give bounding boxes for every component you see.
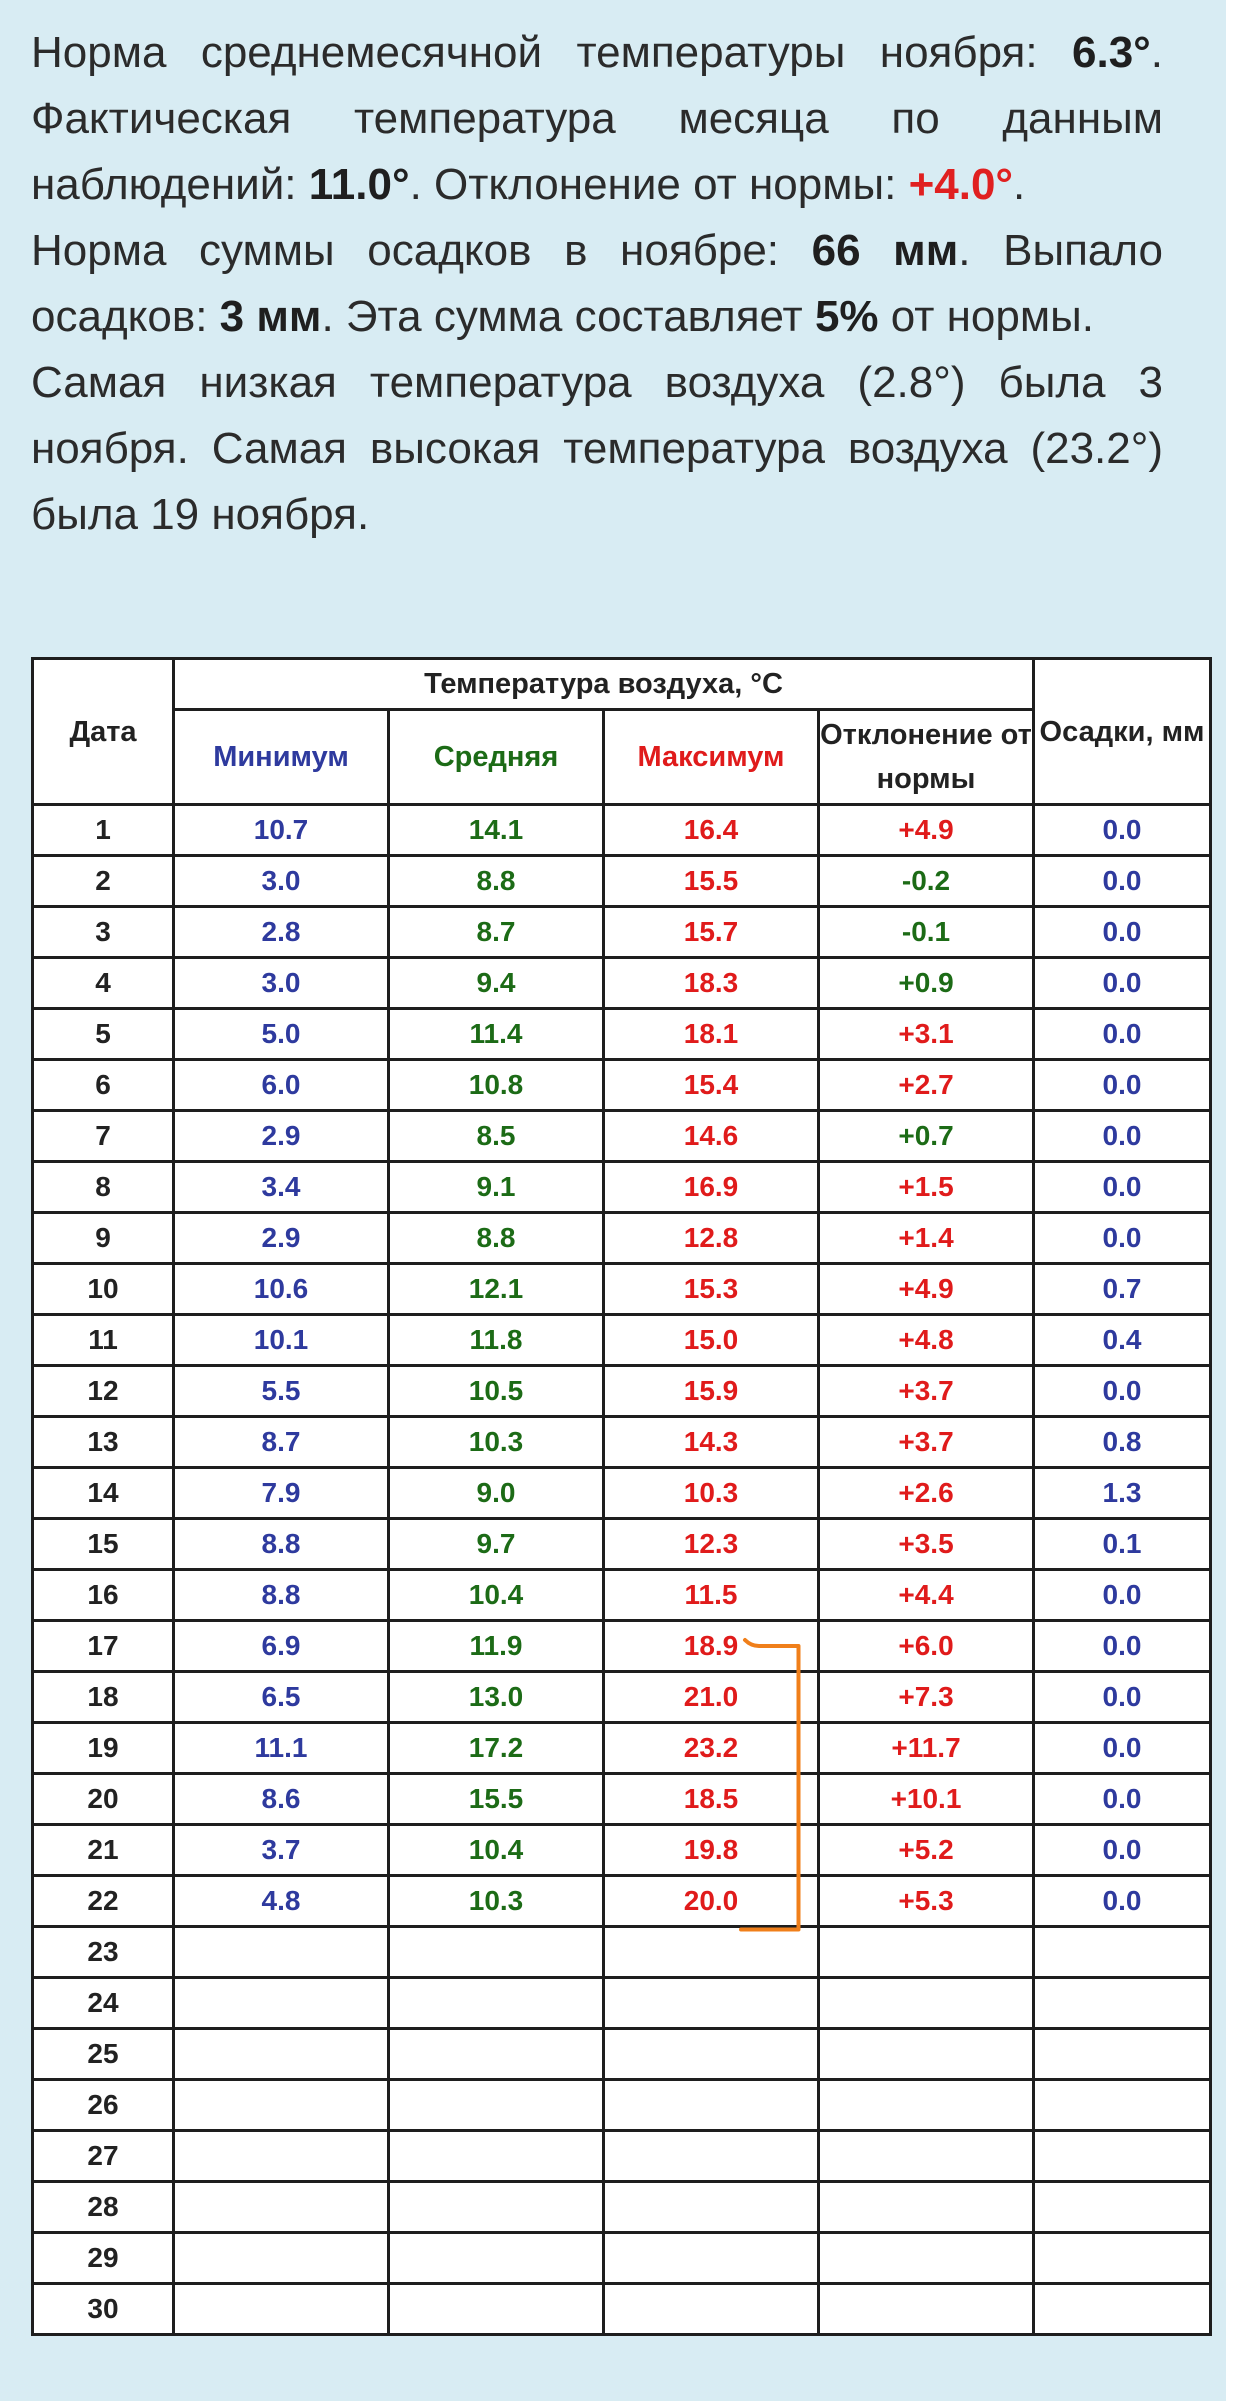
cell-day: 20 [33,1774,174,1825]
cell-precipitation: 0.0 [1034,1723,1211,1774]
cell-maximum: 14.6 [604,1111,819,1162]
cell-minimum [174,2029,389,2080]
table-row [33,2182,1211,2233]
header-temperature-group: Температура воздуха, °C [174,659,1034,710]
cell-day: 26 [33,2080,174,2131]
table-row [33,1162,1211,1213]
cell-deviation: +1.4 [819,1213,1034,1264]
cell-day: 1 [33,805,174,856]
cell-minimum: 10.1 [174,1315,389,1366]
cell-maximum: 19.8 [604,1825,819,1876]
cell-day: 10 [33,1264,174,1315]
cell-deviation [819,2284,1034,2335]
cell-average: 10.5 [389,1366,604,1417]
cell-precipitation: 0.8 [1034,1417,1211,1468]
cell-precipitation: 0.0 [1034,856,1211,907]
cell-average: 9.4 [389,958,604,1009]
table-row [33,1009,1211,1060]
cell-precipitation: 1.3 [1034,1468,1211,1519]
cell-average: 11.8 [389,1315,604,1366]
cell-day: 13 [33,1417,174,1468]
header-average: Средняя [389,710,604,805]
cell-maximum [604,1927,819,1978]
cell-deviation [819,2080,1034,2131]
cell-precipitation [1034,2080,1211,2131]
cell-minimum [174,2182,389,2233]
table-row [33,2029,1211,2080]
cell-day: 12 [33,1366,174,1417]
cell-precipitation [1034,2284,1211,2335]
cell-day: 30 [33,2284,174,2335]
cell-day: 18 [33,1672,174,1723]
cell-deviation: +0.7 [819,1111,1034,1162]
cell-day: 5 [33,1009,174,1060]
cell-minimum: 8.8 [174,1570,389,1621]
cell-deviation: +4.4 [819,1570,1034,1621]
cell-precipitation: 0.0 [1034,805,1211,856]
table-row [33,958,1211,1009]
table-row [33,1060,1211,1111]
table-row [33,1264,1211,1315]
cell-maximum: 16.9 [604,1162,819,1213]
cell-precipitation: 0.0 [1034,1366,1211,1417]
cell-minimum [174,2131,389,2182]
cell-maximum: 15.4 [604,1060,819,1111]
table-row [33,1315,1211,1366]
cell-maximum [604,2131,819,2182]
cell-average: 8.8 [389,856,604,907]
cell-precipitation [1034,2131,1211,2182]
cell-precipitation: 0.0 [1034,1621,1211,1672]
cell-minimum: 3.4 [174,1162,389,1213]
cell-precipitation [1034,1927,1211,1978]
cell-minimum: 7.9 [174,1468,389,1519]
table-row [33,2131,1211,2182]
table-row [33,1417,1211,1468]
cell-minimum [174,1927,389,1978]
table-row [33,1366,1211,1417]
summary-text: . Эта сумма составляет [321,292,815,341]
cell-day: 23 [33,1927,174,1978]
cell-maximum: 11.5 [604,1570,819,1621]
cell-average: 10.4 [389,1825,604,1876]
cell-deviation: +4.9 [819,805,1034,856]
cell-deviation: +3.1 [819,1009,1034,1060]
cell-day: 14 [33,1468,174,1519]
summary-text: от нормы. [878,292,1094,341]
cell-day: 21 [33,1825,174,1876]
cell-minimum: 10.6 [174,1264,389,1315]
cell-day: 4 [33,958,174,1009]
table-row [33,1519,1211,1570]
daily-weather-table [31,657,1212,2336]
cell-minimum [174,2284,389,2335]
table-row [33,1468,1211,1519]
cell-average: 10.3 [389,1417,604,1468]
header-precipitation: Осадки, мм [1034,659,1211,805]
cell-precipitation: 0.0 [1034,1672,1211,1723]
cell-precipitation: 0.4 [1034,1315,1211,1366]
cell-deviation [819,2182,1034,2233]
cell-day: 2 [33,856,174,907]
cell-average: 8.8 [389,1213,604,1264]
cell-average: 14.1 [389,805,604,856]
cell-minimum: 8.8 [174,1519,389,1570]
cell-maximum: 20.0 [604,1876,819,1927]
cell-minimum: 3.7 [174,1825,389,1876]
cell-precipitation: 0.1 [1034,1519,1211,1570]
cell-maximum: 12.3 [604,1519,819,1570]
cell-average [389,2233,604,2284]
cell-precipitation: 0.0 [1034,1111,1211,1162]
cell-day: 17 [33,1621,174,1672]
cell-precipitation: 0.0 [1034,1774,1211,1825]
cell-average: 10.4 [389,1570,604,1621]
summary-text: . Отклонение от нормы: [409,160,909,209]
cell-precipitation: 0.0 [1034,958,1211,1009]
cell-maximum: 18.3 [604,958,819,1009]
header-deviation: Отклонение от нормы [819,710,1034,805]
cell-day: 8 [33,1162,174,1213]
table-row [33,1621,1211,1672]
cell-maximum: 15.7 [604,907,819,958]
cell-deviation [819,1978,1034,2029]
cell-deviation: +0.9 [819,958,1034,1009]
cell-minimum: 6.5 [174,1672,389,1723]
cell-average: 13.0 [389,1672,604,1723]
cell-precipitation [1034,2182,1211,2233]
summary-text: Норма суммы осадков в ноябре: [31,226,812,275]
table-row [33,1876,1211,1927]
cell-average: 11.4 [389,1009,604,1060]
cell-maximum: 23.2 [604,1723,819,1774]
cell-average: 9.0 [389,1468,604,1519]
cell-maximum [604,2029,819,2080]
cell-deviation: +11.7 [819,1723,1034,1774]
cell-precipitation: 0.0 [1034,1060,1211,1111]
cell-deviation [819,2029,1034,2080]
table-row [33,805,1211,856]
cell-precipitation: 0.0 [1034,1876,1211,1927]
cell-deviation: +4.8 [819,1315,1034,1366]
cell-precipitation [1034,2233,1211,2284]
cell-average: 8.5 [389,1111,604,1162]
cell-maximum [604,2182,819,2233]
cell-minimum [174,2233,389,2284]
summary-text: Норма среднемесячной температуры ноября: [31,28,1072,77]
cell-average: 17.2 [389,1723,604,1774]
cell-maximum [604,2080,819,2131]
cell-deviation: -0.1 [819,907,1034,958]
cell-deviation: +3.7 [819,1366,1034,1417]
cell-day: 27 [33,2131,174,2182]
norm-precipitation-value: 66 мм [811,226,959,275]
cell-precipitation: 0.0 [1034,1162,1211,1213]
cell-day: 15 [33,1519,174,1570]
cell-precipitation: 0.0 [1034,1213,1211,1264]
cell-maximum: 21.0 [604,1672,819,1723]
cell-maximum [604,1978,819,2029]
cell-average [389,1927,604,1978]
table-row [33,1723,1211,1774]
table-row [33,1978,1211,2029]
summary-text: . [1013,160,1026,209]
cell-day: 3 [33,907,174,958]
cell-precipitation [1034,1978,1211,2029]
cell-minimum: 3.0 [174,958,389,1009]
cell-day: 22 [33,1876,174,1927]
cell-deviation [819,1927,1034,1978]
cell-minimum: 8.6 [174,1774,389,1825]
cell-deviation: +2.7 [819,1060,1034,1111]
table-row [33,2284,1211,2335]
table-row [33,2233,1211,2284]
table-row [33,1672,1211,1723]
cell-average: 8.7 [389,907,604,958]
table-row [33,1927,1211,1978]
cell-deviation [819,2131,1034,2182]
cell-minimum: 4.8 [174,1876,389,1927]
cell-minimum: 3.0 [174,856,389,907]
precipitation-summary [31,218,1163,350]
cell-minimum: 2.8 [174,907,389,958]
cell-day: 6 [33,1060,174,1111]
cell-deviation: +3.7 [819,1417,1034,1468]
cell-deviation: +3.5 [819,1519,1034,1570]
cell-average [389,2284,604,2335]
fallen-precipitation-value: 3 мм [219,292,322,341]
cell-deviation: +2.6 [819,1468,1034,1519]
cell-minimum: 5.0 [174,1009,389,1060]
cell-maximum: 15.9 [604,1366,819,1417]
cell-day: 7 [33,1111,174,1162]
cell-maximum [604,2284,819,2335]
cell-average [389,2182,604,2233]
cell-deviation: +5.3 [819,1876,1034,1927]
cell-deviation: +10.1 [819,1774,1034,1825]
cell-average: 12.1 [389,1264,604,1315]
table-row [33,1825,1211,1876]
cell-day: 19 [33,1723,174,1774]
cell-maximum: 18.9 [604,1621,819,1672]
cell-day: 25 [33,2029,174,2080]
deviation-value: +4.0° [908,160,1014,209]
cell-minimum: 11.1 [174,1723,389,1774]
cell-precipitation [1034,2029,1211,2080]
cell-average: 9.7 [389,1519,604,1570]
cell-maximum: 16.4 [604,805,819,856]
summary-text: . Фактическая температура месяца по данным наблюдений: [31,28,1163,209]
cell-maximum: 18.1 [604,1009,819,1060]
cell-deviation [819,2233,1034,2284]
cell-maximum: 15.3 [604,1264,819,1315]
cell-minimum: 2.9 [174,1111,389,1162]
cell-day: 9 [33,1213,174,1264]
cell-deviation: +5.2 [819,1825,1034,1876]
cell-minimum [174,2080,389,2131]
cell-day: 16 [33,1570,174,1621]
cell-precipitation: 0.0 [1034,1825,1211,1876]
cell-deviation: +6.0 [819,1621,1034,1672]
cell-average [389,2029,604,2080]
precipitation-percent-value: 5% [814,292,879,341]
cell-average [389,2080,604,2131]
cell-precipitation: 0.7 [1034,1264,1211,1315]
cell-average: 10.8 [389,1060,604,1111]
header-maximum: Максимум [604,710,819,805]
table-body [33,805,1211,2335]
cell-maximum [604,2233,819,2284]
cell-average: 9.1 [389,1162,604,1213]
cell-maximum: 15.5 [604,856,819,907]
cell-average [389,1978,604,2029]
cell-minimum: 6.9 [174,1621,389,1672]
summary-text: . Выпало осадков: [31,226,1164,341]
cell-precipitation: 0.0 [1034,907,1211,958]
table-row [33,2080,1211,2131]
header-minimum: Минимум [174,710,389,805]
cell-minimum: 5.5 [174,1366,389,1417]
cell-day: 11 [33,1315,174,1366]
norm-temperature-value: 6.3° [1072,28,1151,77]
temperature-summary [31,20,1163,218]
month-summary [31,20,1163,548]
cell-average: 15.5 [389,1774,604,1825]
table-row [33,907,1211,958]
cell-deviation: -0.2 [819,856,1034,907]
cell-average: 11.9 [389,1621,604,1672]
cell-precipitation: 0.0 [1034,1570,1211,1621]
cell-deviation: +4.9 [819,1264,1034,1315]
extremes-summary: Самая низкая температура воздуха (2.8°) была 3 ноября. Самая высокая температура воздуха (23.2°) была 19 ноября. [31,358,1163,539]
cell-average [389,2131,604,2182]
cell-maximum: 12.8 [604,1213,819,1264]
cell-deviation: +1.5 [819,1162,1034,1213]
actual-temperature-value: 11.0° [308,160,410,209]
cell-deviation: +7.3 [819,1672,1034,1723]
cell-day: 29 [33,2233,174,2284]
cell-precipitation: 0.0 [1034,1009,1211,1060]
cell-maximum: 10.3 [604,1468,819,1519]
cell-maximum: 15.0 [604,1315,819,1366]
cell-day: 28 [33,2182,174,2233]
cell-average: 10.3 [389,1876,604,1927]
table-row [33,1111,1211,1162]
cell-minimum: 8.7 [174,1417,389,1468]
table-row [33,1213,1211,1264]
cell-minimum: 2.9 [174,1213,389,1264]
cell-minimum: 6.0 [174,1060,389,1111]
table-row [33,1774,1211,1825]
cell-maximum: 18.5 [604,1774,819,1825]
cell-day: 24 [33,1978,174,2029]
table-row [33,856,1211,907]
cell-minimum [174,1978,389,2029]
cell-maximum: 14.3 [604,1417,819,1468]
cell-minimum: 10.7 [174,805,389,856]
table-row [33,1570,1211,1621]
header-date: Дата [33,659,174,805]
